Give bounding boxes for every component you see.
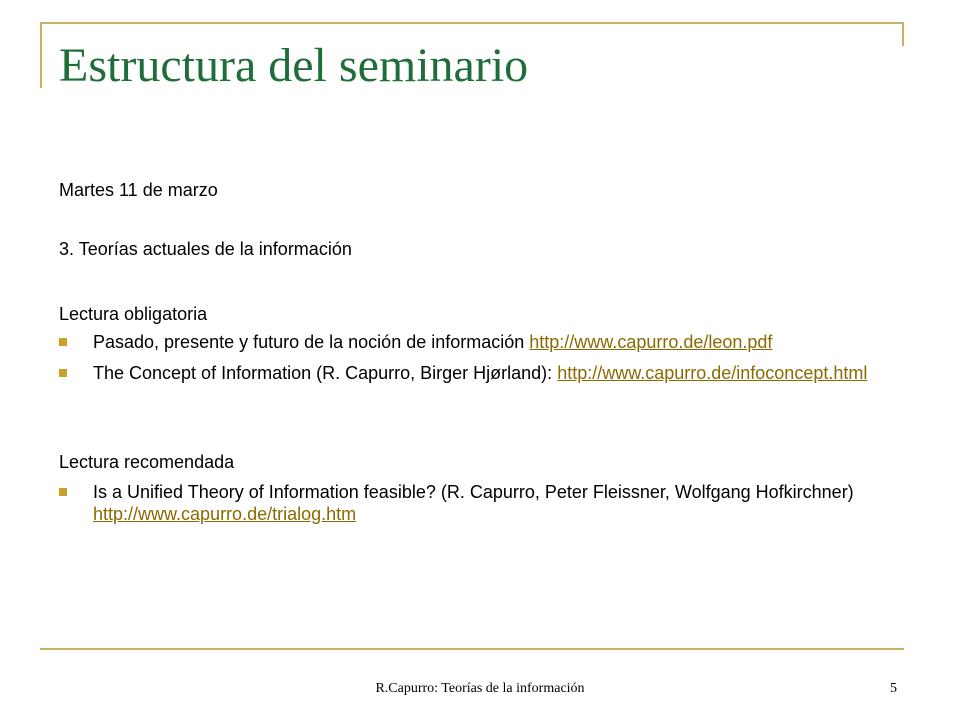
bullet-icon <box>59 369 67 377</box>
reading-link[interactable]: http://www.capurro.de/trialog.htm <box>93 504 357 524</box>
recommended-reading-heading: Lectura recomendada <box>59 452 235 472</box>
bullet-icon <box>59 488 67 496</box>
reading-link[interactable]: http://www.capurro.de/leon.pdf <box>529 332 773 352</box>
frame-left-line <box>40 22 42 88</box>
frame-top-line <box>40 22 904 24</box>
page-number: 5 <box>890 681 897 696</box>
required-reading-heading: Lectura obligatoria <box>59 304 208 324</box>
slide-footer: R.Capurro: Teorías de la información <box>375 681 585 696</box>
reading-title: Is a Unified Theory of Information feasible? (R. Capurro, Peter Fleissner, Wolfgang Hofkirchner) <box>93 482 854 502</box>
reading-title: Pasado, presente y futuro de la noción de información <box>93 332 530 352</box>
frame-bottom-line <box>40 648 904 650</box>
frame-right-line <box>902 22 904 46</box>
reading-title: The Concept of Information (R. Capurro, Birger Hjørland): <box>93 363 558 383</box>
slide-title: Estructura del seminario <box>59 39 529 92</box>
bullet-icon <box>59 338 67 346</box>
date-line: Martes 11 de marzo <box>59 180 218 200</box>
topic-line: 3. Teorías actuales de la información <box>59 239 352 259</box>
reading-link[interactable]: http://www.capurro.de/infoconcept.html <box>557 363 868 383</box>
